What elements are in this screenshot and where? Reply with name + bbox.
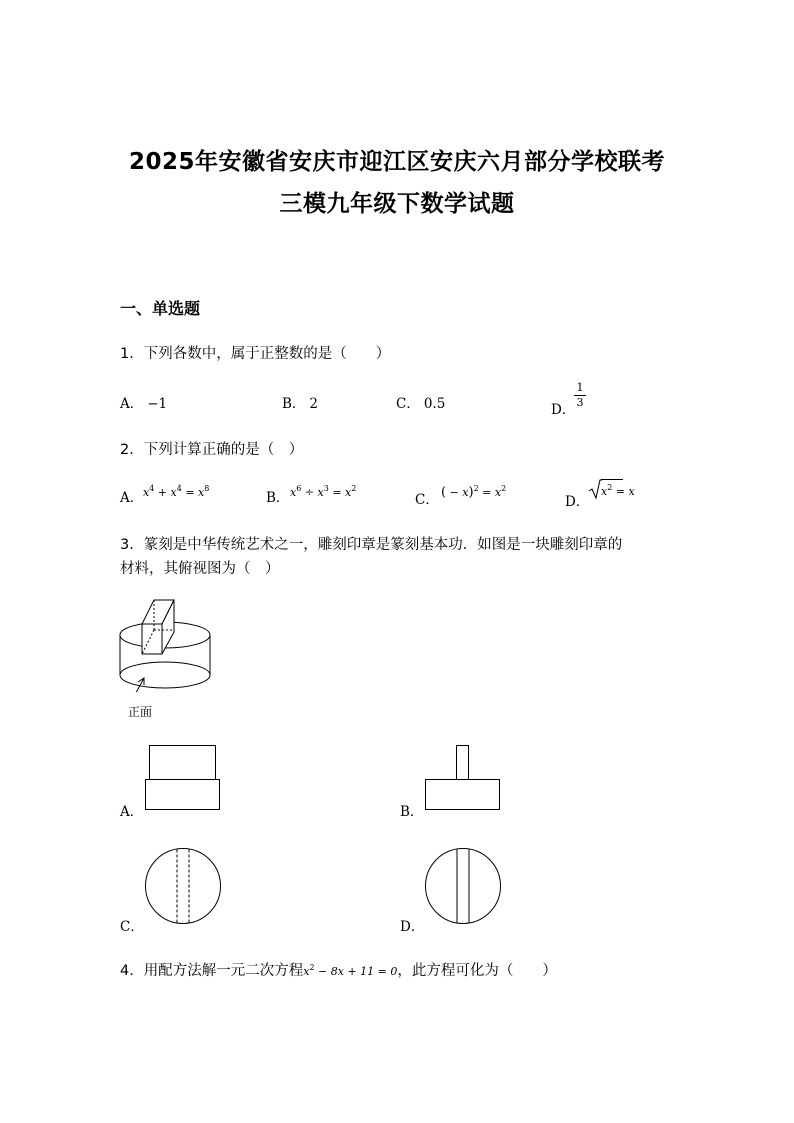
figure-label-front: 正面	[128, 705, 153, 719]
q3-option-c-label: C．	[120, 919, 144, 935]
q3-option-c-figure	[143, 846, 225, 928]
question-4-stem	[120, 959, 557, 980]
page-subtitle: 三模九年级下数学试题	[279, 191, 515, 217]
question-4-stem-suffix: ，此方程可化为（ ）	[397, 963, 557, 979]
q1-option-a	[120, 392, 167, 412]
sqrt-icon	[588, 478, 602, 500]
q1-option-b-value: 2	[309, 396, 319, 412]
q1-option-b	[282, 392, 318, 412]
q1-option-c-label: C．	[396, 396, 420, 412]
question-2-stem: 2．下列计算正确的是（ ）	[120, 442, 304, 458]
q2-option-c-formula: ( − $x)^2 = x^2$	[441, 484, 507, 500]
section-heading: 一、单选题	[120, 299, 201, 318]
seal-3d-figure	[110, 592, 220, 692]
q1-d-numerator: 1	[576, 381, 584, 394]
q2-option-a-label: A．	[120, 490, 144, 506]
q3-option-a-label: A．	[120, 804, 144, 820]
q2-option-a-formula: $x^4 + x^4 = x^8$	[143, 484, 210, 499]
q2-option-d-formula: $x^2 = x$	[601, 483, 635, 498]
q1-option-d-fraction	[574, 382, 586, 409]
question-3-stem-line1: 3．篆刻是中华传统艺术之一，雕刻印章是篆刻基本功．如图是一块雕刻印章的	[120, 537, 623, 553]
q3-option-a-figure	[140, 742, 226, 814]
page-title: 2025年安徽省安庆市迎江区安庆六月部分学校联考	[128, 149, 665, 175]
question-1-stem: 1．下列各数中，属于正整数的是（ ）	[120, 346, 391, 362]
question-4-stem-prefix: 4．用配方法解一元二次方程	[120, 963, 304, 979]
q1-d-denominator: 3	[576, 396, 584, 409]
q1-option-d-label: D．	[551, 402, 576, 418]
q1-option-a-value: −1	[147, 396, 168, 412]
q1-option-c-value: 0.5	[423, 396, 446, 412]
q3-option-b-label: B．	[400, 804, 424, 820]
q2-option-b-formula: $x^6 \div x^3 = x^2$	[290, 484, 357, 499]
q3-option-d-label: D．	[400, 919, 425, 935]
question-3-stem-line2: 材料，其俯视图为（ ）	[120, 561, 280, 577]
q2-option-c-label: C．	[415, 492, 439, 508]
q2-option-b-label: B．	[266, 490, 290, 506]
q2-option-d-label: D．	[565, 494, 590, 510]
q1-option-b-label: B．	[282, 396, 306, 412]
q3-option-b-figure	[420, 742, 506, 814]
q1-option-a-label: A．	[120, 396, 144, 412]
q1-option-c	[396, 392, 445, 412]
q4-equation: $x^2 - 8x + 11 = 0$	[303, 963, 398, 978]
sqrt-bar	[601, 479, 623, 480]
q3-option-d-figure	[423, 846, 505, 928]
